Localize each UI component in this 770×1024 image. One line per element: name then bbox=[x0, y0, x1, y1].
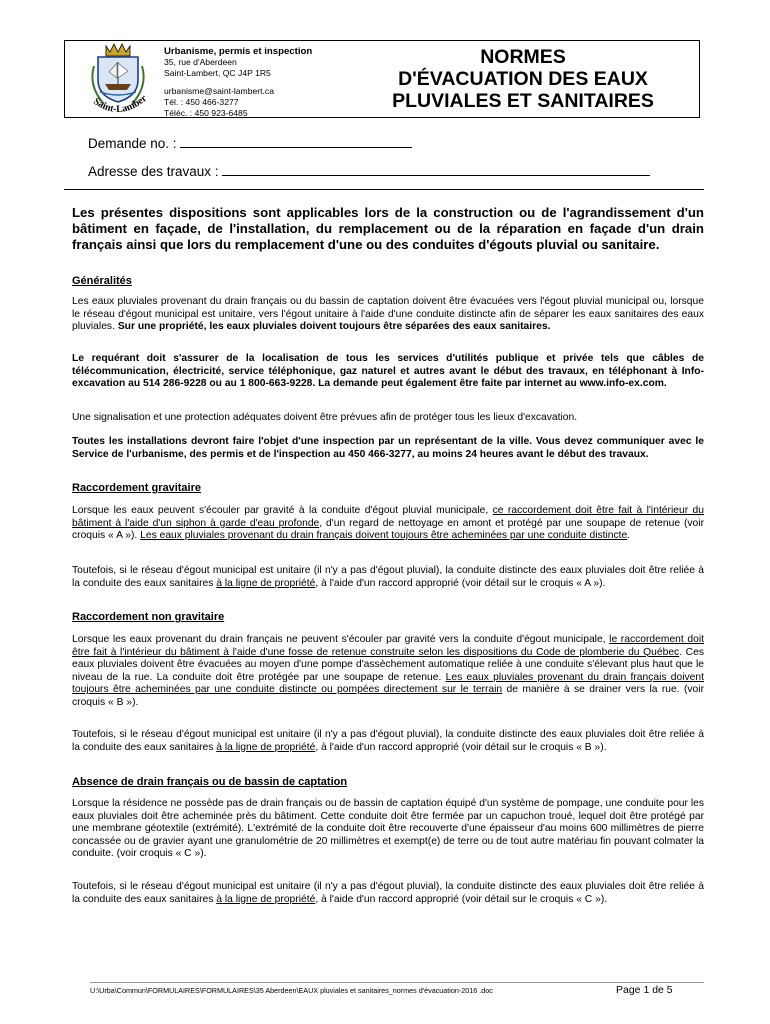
gravitaire-p2 bbox=[72, 565, 704, 590]
address-line-2: Saint-Lambert, QC J4P 1R5 bbox=[164, 68, 271, 79]
generalites-p1 bbox=[72, 296, 704, 334]
gravitaire-p1 bbox=[72, 505, 704, 543]
generalites-p1-bold: Sur une propriété, les eaux pluviales doivent toujours être séparées des eaux sanitaires. bbox=[117, 321, 551, 333]
gravitaire-p2-c: , à l'aide d'un raccord approprié (voir détail sur le croquis « A »). bbox=[315, 577, 606, 589]
gravitaire-p1-b: ce raccordement doit être fait à l'intérieur du bâtiment à l'aide d'un siphon à garde d'eau profonde bbox=[72, 505, 704, 529]
adresse-label: Adresse des travaux : bbox=[88, 164, 219, 179]
fax: Téléc. : 450 923-6485 bbox=[164, 108, 248, 119]
non-gravitaire-p1-b: le raccordement doit être fait à l'intérieur du bâtiment à l'aide d'une fosse de retenue construite selon les dispositions du Code de plomberie du Québec bbox=[72, 634, 704, 658]
generalites-p4: Toutes les installations devront faire l'objet d'une inspection par un représentant de la ville. Vous devez communiquer avec le Service de l'urbanisme, des permis et de l'inspection au 450 466-3277, au moins 24 heures avant le début des travaux. bbox=[72, 436, 704, 460]
gravitaire-p1-e: . bbox=[627, 530, 631, 542]
demande-input-line[interactable] bbox=[180, 135, 412, 148]
gravitaire-p2-b: à la ligne de propriété bbox=[216, 577, 316, 589]
generalites-p1-text: Les eaux pluviales provenant du drain français ou du bassin de captation doivent être évacuées vers l'égout pluvial municipal ou, lorsque le réseau d'égout municipal est unitaire, vers l'égout unitaire à l'aide d'une conduite distincte afin de séparer les eaux sanitaires des eaux pluviales. bbox=[72, 296, 704, 333]
footer-file-path: U:\Urba\Commun\FORMULAIRES\FORMULAIRES\35 Aberdeen\EAUX pluviales et sanitaires_normes d'évacuation-2016 .doc bbox=[90, 986, 493, 995]
non-gravitaire-p1-a: Lorsque les eaux provenant du drain français ne peuvent s'écouler par gravité vers la conduite d'égout municipale, bbox=[72, 634, 606, 645]
absence-p1: Lorsque la résidence ne possède pas de drain français ou de bassin de captation équipé d'un système de pompage, une conduite pour les eaux pluviales doit être acheminée près du bâtiment. Cette conduite doit être fermée par un capuchon troué, lequel doit être protégé par une membrane géotextile (extrémité). L'extrémité de la conduite doit être recouverte d'une épaisseur d'au moins 600 millimètres de pierre concassée ou de gravier ayant une granulométrie de 20 millimètres et exempt(e) de terre ou de tout autre matériau fin pouvant colmater la conduite. (voir croquis « C »). bbox=[72, 798, 704, 860]
gravitaire-p2-a: Toutefois, si le réseau d'égout municipal est unitaire (il n'y a pas d'égout pluvial), la conduite distincte des eaux pluviales doit être reliée à la conduite des eaux sanitaires bbox=[72, 565, 704, 589]
title-line-3: PLUVIALES ET SANITAIRES bbox=[392, 90, 654, 112]
non-gravitaire-p2-b: à la ligne de propriété bbox=[216, 741, 316, 753]
title-line-1: NORMES bbox=[480, 46, 566, 68]
email: urbanisme@saint-lambert.ca bbox=[164, 85, 274, 96]
absence-p2 bbox=[72, 881, 704, 906]
generalites-p3: Une signalisation et une protection adéquates doivent être prévues afin de protéger tous les lieux d'excavation. bbox=[72, 412, 578, 423]
absence-p2-c: , à l'aide d'un raccord approprié (voir détail sur le croquis « C »). bbox=[315, 893, 608, 905]
separator-rule bbox=[64, 189, 704, 190]
non-gravitaire-p2-c: , à l'aide d'un raccord approprié (voir détail sur le croquis « B »). bbox=[315, 741, 607, 753]
heading-absence: Absence de drain français ou de bassin de captation bbox=[72, 776, 348, 788]
heading-non-gravitaire: Raccordement non gravitaire bbox=[72, 611, 225, 623]
heading-generalites: Généralités bbox=[72, 275, 132, 287]
address-line-1: 35, rue d'Aberdeen bbox=[164, 57, 237, 68]
non-gravitaire-p2-a: Toutefois, si le réseau d'égout municipal est unitaire (il n'y a pas d'égout pluvial), la conduite distincte des eaux pluviales doit être reliée à la conduite des eaux sanitaires bbox=[72, 729, 704, 753]
title-line-2: D'ÉVACUATION DES EAUX bbox=[398, 68, 648, 90]
generalites-p2: Le requérant doit s'assurer de la localisation de tous les services d'utilités publique et privée tels que câbles de télécommunication, électricité, service téléphonique, gaz naturel et autres avant le début des travaux, en téléphonant à Info-excavation au 514 286-9228 ou au 1 800-663-9228. La demande peut également être faite par internet au www.info-ex.com. bbox=[72, 353, 704, 390]
gravitaire-p1-d: Les eaux pluviales provenant du drain français doivent toujours être acheminées par une conduite distincte bbox=[140, 530, 628, 542]
city-logo bbox=[78, 40, 158, 120]
non-gravitaire-p2 bbox=[72, 729, 704, 754]
demande-label: Demande no. : bbox=[88, 136, 177, 151]
footer-rule bbox=[90, 982, 704, 983]
phone: Tél. : 450 466-3277 bbox=[164, 96, 239, 107]
heading-gravitaire: Raccordement gravitaire bbox=[72, 482, 201, 494]
adresse-field bbox=[88, 163, 650, 179]
gravitaire-p1-c: , d'un regard de nettoyage en amont et protégé par une soupape de retenue (voir croquis « A »). bbox=[72, 517, 704, 542]
intro-paragraph: Les présentes dispositions sont applicables lors de la construction ou de l'agrandissement d'un bâtiment en façade, de l'installation, du remplacement ou de la réparation en façade d'un drain français ainsi que lors du remplacement d'une ou des conduites d'égouts pluvial ou sanitaire. bbox=[72, 205, 704, 252]
department-name: Urbanisme, permis et inspection bbox=[164, 46, 313, 57]
page-number: Page 1 de 5 bbox=[616, 984, 673, 996]
gravitaire-p1-a: Lorsque les eaux peuvent s'écouler par gravité à la conduite d'égout pluvial municipale, bbox=[72, 505, 489, 516]
non-gravitaire-p1-c: . Ces eaux pluviales doivent être évacuées au moyen d'une pompe d'assèchement automatique reliée à une conduite s'élevant plus haut que le niveau de la rue. La conduite doit être protégée par une soupape de retenue. bbox=[72, 646, 704, 683]
logo-text: Saint-Lamber bbox=[91, 92, 150, 116]
absence-p2-a: Toutefois, si le réseau d'égout municipal est unitaire (il n'y a pas d'égout pluvial), la conduite distincte des eaux pluviales doit être reliée à la conduite des eaux sanitaires bbox=[72, 881, 704, 905]
non-gravitaire-p1 bbox=[72, 634, 704, 710]
demande-field bbox=[88, 135, 412, 151]
document-title bbox=[346, 46, 700, 112]
department-info bbox=[164, 46, 312, 119]
absence-p2-b: à la ligne de propriété bbox=[216, 893, 316, 905]
adresse-input-line[interactable] bbox=[222, 163, 650, 176]
non-gravitaire-p1-d: Les eaux pluviales provenant du drain français doivent toujours être acheminées par une conduite distincte ou pompées directement sur le terrain bbox=[72, 671, 704, 696]
non-gravitaire-p1-e: de manière à se drainer vers la rue. (voir croquis « B »). bbox=[72, 684, 704, 708]
